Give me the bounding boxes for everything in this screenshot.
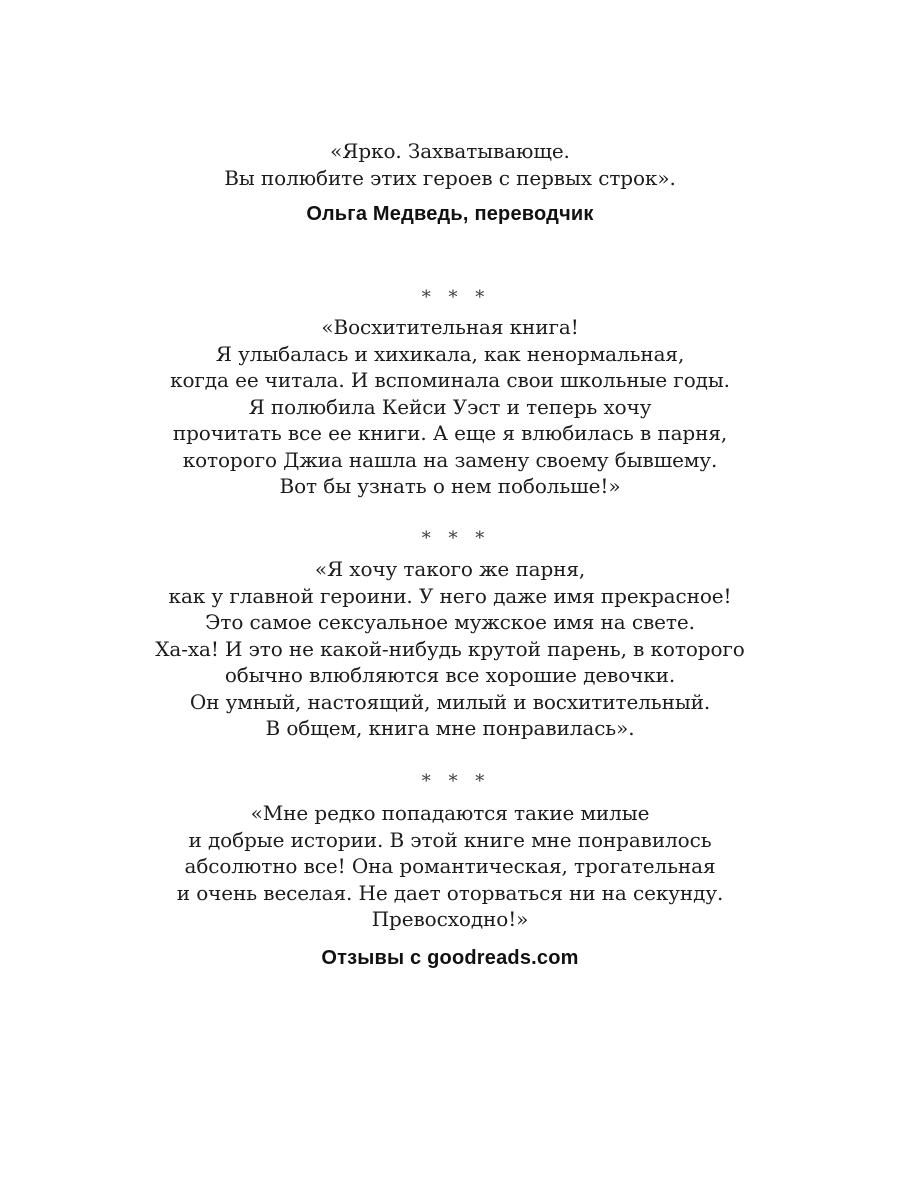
goodreads-attribution: Отзывы с goodreads.com <box>321 947 579 969</box>
review-quote-1 <box>0 138 900 191</box>
quote-line: «Ярко. Захватывающе. <box>330 139 570 163</box>
review-quote-3 <box>0 556 900 742</box>
quote-line: Вы полюбите этих героев с первых строк». <box>224 165 676 190</box>
quote-line: абсолютно все! Она романтическая, трогательная <box>184 854 716 878</box>
quote-line: как у главной героини. У него даже имя прекрасное! <box>168 583 732 608</box>
quote-line: Ха-ха! И это не какой-нибудь крутой парень, в которого <box>155 636 745 661</box>
quote-line: «Мне редко попадаются такие милые <box>250 801 650 825</box>
quote-line: и очень веселая. Не дает оторваться ни на секунду. <box>176 880 724 905</box>
section-separator: * * * <box>421 528 491 549</box>
quote-line: «Восхитительная книга! <box>321 315 579 339</box>
quote-line: В общем, книга мне понравилась». <box>265 716 635 740</box>
section-separator: * * * <box>421 287 491 308</box>
quote-line: «Я хочу такого же парня, <box>314 557 586 581</box>
quote-line: Превосходно!» <box>371 907 529 931</box>
quote-line: Это самое сексуальное мужское имя на свете. <box>205 610 695 634</box>
quote-line: Вот бы узнать о нем побольше!» <box>279 474 621 498</box>
quote-line: Я улыбалась и хихикала, как ненормальная, <box>215 341 685 366</box>
quote-line: когда ее читала. И вспоминала свои школьные годы. <box>170 368 730 392</box>
quote-line: Я полюбила Кейси Уэст и теперь хочу <box>248 394 652 419</box>
quote-line: Он умный, настоящий, милый и восхитительный. <box>189 689 711 714</box>
quote-line: которого Джиа нашла на замену своему бывшему. <box>182 447 718 472</box>
review-quote-2 <box>0 314 900 500</box>
review-quote-4 <box>0 800 900 933</box>
quote-line: и добрые истории. В этой книге мне понравилось <box>188 827 712 852</box>
translator-attribution: Ольга Медведь, переводчик <box>306 203 594 225</box>
quote-line: прочитать все ее книги. А еще я влюбилась в парня, <box>172 421 728 445</box>
section-separator: * * * <box>421 771 491 792</box>
quote-line: обычно влюбляются все хорошие девочки. <box>224 663 676 687</box>
